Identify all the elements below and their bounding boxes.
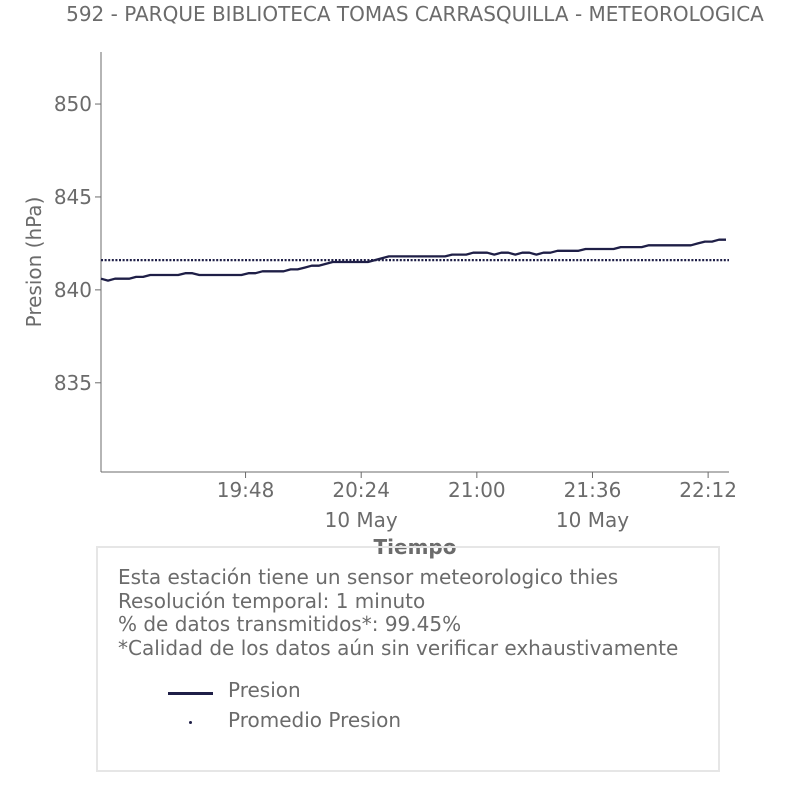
info-text xyxy=(118,566,678,660)
legend-line-swatch xyxy=(168,692,213,695)
legend-label-presion: Presion xyxy=(228,678,301,702)
x-tick-sublabel: 10 May xyxy=(324,508,398,532)
y-tick-label: 850 xyxy=(53,92,92,117)
y-tick-label: 845 xyxy=(53,184,92,209)
info-quality-note: *Calidad de los datos aún sin verificar exhaustivamente xyxy=(118,635,679,660)
y-tick-label: 840 xyxy=(53,277,92,302)
x-tick-label: 20:24 xyxy=(332,478,391,502)
info-sensor: Esta estación tiene un sensor meteorologico thies xyxy=(118,565,619,589)
info-transmitted: % de datos transmitidos*: 99.45% xyxy=(118,612,462,636)
legend-label-promedio: Promedio Presion xyxy=(228,708,402,732)
legend-item-promedio xyxy=(168,708,488,738)
info-resolution: Resolución temporal: 1 minuto xyxy=(118,588,426,613)
y-tick-label: 835 xyxy=(53,370,92,395)
x-tick-sublabel: 10 May xyxy=(555,508,630,532)
x-tick-label: 21:00 xyxy=(448,478,506,502)
x-axis-ticks xyxy=(217,472,737,532)
chart-title: 592 - PARQUE BIBLIOTECA TOMAS CARRASQUILLA - METEOROLOGICA xyxy=(66,2,764,26)
y-axis-ticks xyxy=(54,92,101,395)
x-tick-label: 21:36 xyxy=(563,478,622,502)
x-tick-label: 19:48 xyxy=(216,478,275,502)
info-box xyxy=(96,546,720,772)
legend-dot-swatch xyxy=(189,721,192,724)
legend-item-presion xyxy=(168,678,488,708)
legend xyxy=(168,678,488,738)
x-tick-label: 22:12 xyxy=(679,478,737,502)
y-axis-label: Presion (hPa) xyxy=(22,196,46,328)
x-axis-label: Tiempo xyxy=(373,535,457,559)
